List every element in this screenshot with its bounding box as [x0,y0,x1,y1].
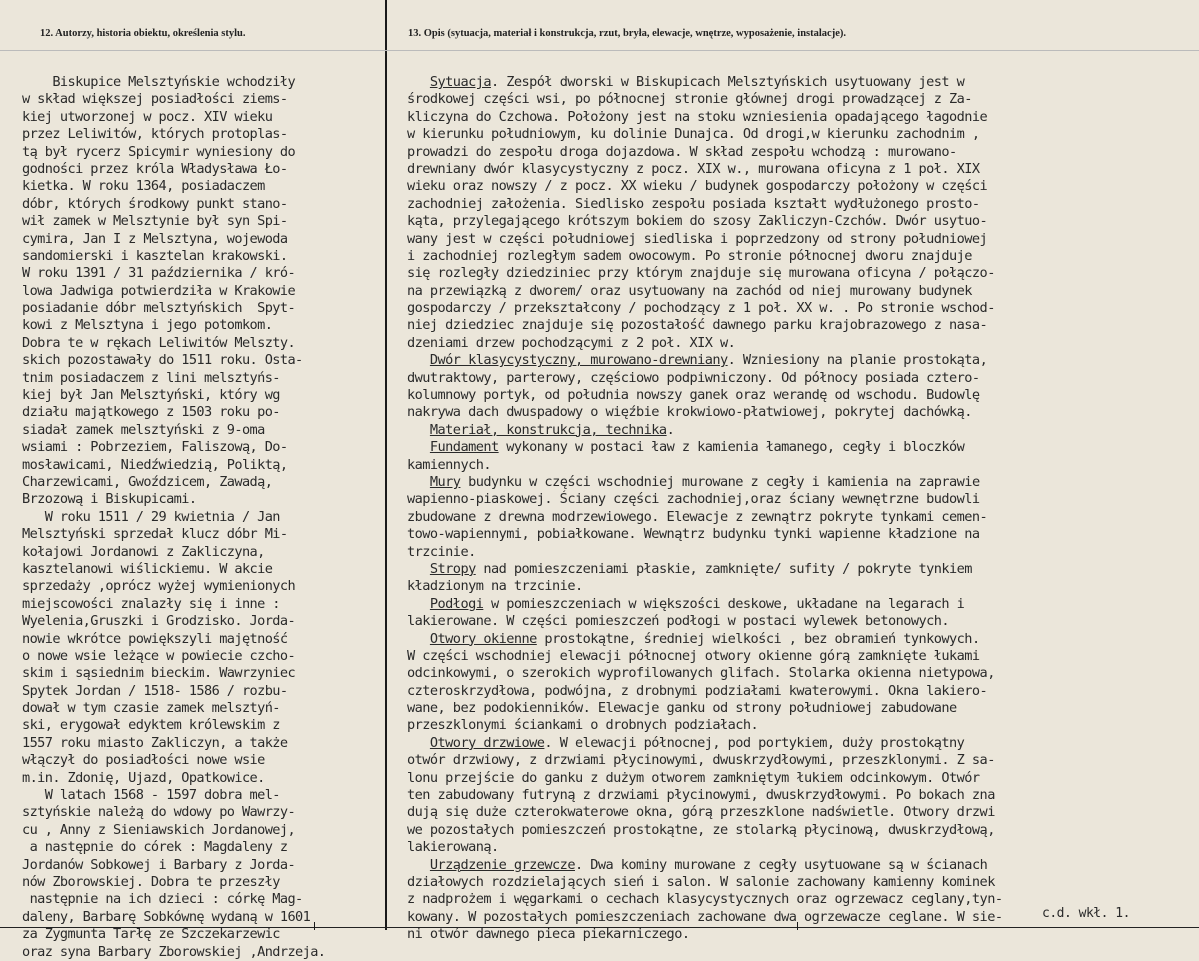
description-line [407,752,1197,769]
history-line: skim i sąsiednim bieckim. Wawrzyniec [22,665,296,682]
history-line: ski, erygował edyktem królewskim z [22,717,280,734]
history-line: kiej utworzonej w pocz. XIV wieku [22,108,273,125]
description-line [407,787,1197,804]
history-line: kowi z Melsztyna i jego potomkom. [22,317,273,334]
history-line: o nowe wsie leżące w powiecie czcho- [22,647,296,664]
description-text-run: kąta, przylegającego krótszym bokiem do szosy Zakliczyn-Czchów. Dwór usytuo- [407,213,988,230]
description-text-run: i zachodniej rozległym sadem owocowym. Po stronie północnej dworu znajduje [407,247,972,264]
description-text-run: wykonany w postaci ław z kamienia łamanego, cegły i bloczków [498,439,965,456]
description-text-run: lakierowaną. [407,839,499,856]
description-text-run: kamiennych. [407,456,491,473]
description-text-run: dwutraktowy, parterowy, częściowo podpiwniczony. Od północy posiada cztero- [407,369,980,386]
description-text-run: działowych rozdzielających sień i salon. W salonie zachowany kamienny kominek [407,873,995,890]
history-line: a następnie do córek : Magdaleny z [22,839,288,856]
history-line: W roku 1391 / 31 października / kró- [22,265,296,282]
description-line [407,596,1197,613]
description-line [407,683,1197,700]
section-heading: Stropy [429,560,476,577]
description-line [407,317,1197,334]
history-line: kiej był Jan Melsztyński, który wg [22,387,280,404]
description-line [407,665,1197,682]
description-text-run: z nadprożem i węgarkami o cechach klasycystycznych oraz ogrzewacz ceglany,tyn- [407,891,1003,908]
section-heading: Otwory drzwiowe [429,734,545,751]
description-line [407,248,1197,265]
description-line [407,126,1197,143]
description-line [407,283,1197,300]
description-line [407,613,1197,630]
description-text-run: niej dziedziec znajduje się pozostałość dawnego parku krajobrazowego z nasa- [407,317,988,334]
description-text-run: lakierowane. W części pomieszczeń podłogi w postaci wylewek betonowych. [407,613,950,630]
description-text-run: w pomieszczeniach w większości deskowe, układane na legarach i [483,595,965,612]
history-line: cu , Anny z Sieniawskich Jordanowej, [22,821,296,838]
history-text [22,74,397,961]
history-line: Dobra te w rękach Leliwitów Melszty. [22,334,296,351]
history-line: za Zygmunta Tarłę ze Szczekarzewic [22,926,280,943]
description-text-run: towo-wapiennymi, pobiałkowane. Wewnątrz budynku tynki wapienne kładzione na [407,526,980,543]
description-text-run: zbudowane z drewna modrzewiowego. Elewacje z zewnątrz pokryte tynkami cemen- [407,508,988,525]
history-line: mosławicami, Niedźwiedzią, Poliktą, [22,456,288,473]
description-line [407,474,1197,491]
history-line: skich pozostawały do 1511 roku. Osta- [22,352,303,369]
description-line [407,335,1197,352]
history-line: następnie na ich dzieci : córkę Mag- [22,891,303,908]
description-line [407,109,1197,126]
history-line: lowa Jadwiga potwierdziła w Krakowie [22,282,296,299]
history-line: oraz syna Barbary Zborowskiej ,Andrzeja. [22,943,326,960]
description-text-run: wany jest w części południowej siedliska i poprzedzony od strony południowej [407,230,988,247]
description-text-run: trzcinie. [407,543,476,560]
continuation-note: c.d. wkł. 1. [1042,906,1130,921]
description-text-run: wane, bez podokienników. Elewacje ganku od strony południowej zabudowane [407,700,957,717]
section-heading: Fundament [429,439,499,456]
section-heading: Sytuacja [429,74,491,90]
section-heading: Dwór klasycystyczny, murowano-drewniany [429,352,728,369]
description-line [407,561,1197,578]
description-line [407,578,1197,595]
description-text-run: kładzionym na trzcinie. [407,578,583,595]
history-line: posiadanie dóbr melsztyńskich Spyt- [22,300,296,317]
description-text-run: . Dwa kominy murowane z cegły usytuowane są w ścianach [574,856,988,873]
history-line: dował w tym czasie zamek melsztyń- [22,700,280,717]
description-text-run: gospodarczy / przekształcony / pochodzący z 1 poł. XX w. . Po stronie wschod- [407,300,995,317]
history-line: włączył do posiadłości nowe wsie [22,752,265,769]
history-line: sztyńskie należą do wdowy po Wawrzy- [22,804,296,821]
description-text-run: kolumnowy portyk, od południa nowszy ganek oraz werandę od wschodu. Budowlę [407,387,980,404]
description-text-run: . W elewacji północnej, pod portykiem, duży prostokątny [544,734,965,751]
description-line [407,231,1197,248]
description-text-run: prostokątne, średniej wielkości , bez obramień tynkowych. [536,630,980,647]
history-line: W latach 1568 - 1597 dobra mel- [22,787,280,804]
description-text-run: wieku oraz nowszy / z pocz. XX wieku / budynek gospodarczy położony w części [407,178,988,195]
history-line: miejscowości znalazły się i inne : [22,595,280,612]
description-line [407,439,1197,456]
history-line: kołajowi Jordanowi z Zakliczyna, [22,543,265,560]
history-line: Wyelenia,Gruszki i Grodzisko. Jorda- [22,613,296,630]
description-text-run: kliczyna do Czchowa. Położony jest na stoku wzniesienia opadającego łagodnie [407,108,988,125]
section-13-header: 13. Opis (sytuacja, materiał i konstrukcja, rzut, bryła, elewacje, wnętrze, wyposażenie, instalacje). [408,28,847,39]
history-line: Brzozową i Biskupicami. [22,491,197,508]
description-line [407,839,1197,856]
history-line: sandomierski i kasztelan krakowski. [22,247,288,264]
history-line: dóbr, których środkowy punkt stano- [22,195,288,212]
description-line [407,74,1197,91]
description-text-run: przeszklonymi ściankami o drobnych podziałach. [407,717,759,734]
description-text-run: budynku w części wschodniej murowane z cegły i kamienia na zaprawie [460,473,980,490]
section-heading: Mury [429,473,461,490]
description-text-run: dzeniami drzew pochodzącymi z 2 poł. XIX w. [407,334,736,351]
description-text-run: . Wzniesiony na planie prostokąta, [727,352,988,369]
description-line [407,213,1197,230]
description-line [407,857,1197,874]
description-line [407,874,1197,891]
description-line [407,300,1197,317]
section-12-header: 12. Autorzy, historia obiektu, określenia stylu. [40,28,246,39]
description-text-run: nad pomieszczeniami płaskie, zamknięte/ sufity / pokryte tynkiem [475,560,972,577]
description-text-run: dują się duże czterokwaterowe okna, górą przeszklone nadświetle. Otwory drzwi [407,804,995,821]
history-line: 1557 roku miasto Zakliczyn, a także [22,734,288,751]
description-line [407,352,1197,369]
description-text-run: odcinkowymi, o szerokich wyprofilowanych glifach. Stolarka okienna nietypowa, [407,665,995,682]
description-text-run: na przewiązką z dworem/ oraz usytuowany na zachód od niej murowany budynek [407,282,972,299]
description-line [407,770,1197,787]
description-line [407,387,1197,404]
history-line: Biskupice Melsztyńskie wchodziły [22,74,296,90]
description-text-run: nakrywa dach dwuspadowy o więźbie krokwiowo-płatwiowej, pokrytej dachówką. [407,404,972,421]
history-line: godności przez króla Władysława Ło- [22,160,288,177]
section-heading: Urządzenie grzewcze [429,856,575,873]
history-line: Charzewicami, Gwoździcem, Zawadą, [22,473,273,490]
description-text-run: . Zespół dworski w Biskupicach Melsztyńskich usytuowany jest w [490,74,965,90]
description-line [407,700,1197,717]
description-line [407,265,1197,282]
description-text-run: . [666,421,675,438]
description-line [407,735,1197,752]
description-text-run: czteroskrzydłowa, podwójna, z drobnymi podziałami kwaterowymi. Okna lakiero- [407,682,988,699]
history-line: Jordanów Sobkowej i Barbary z Jorda- [22,856,296,873]
description-line [407,804,1197,821]
description-text-run: kowany. W pozostałych pomieszczeniach zachowane dwa ogrzewacze ceglane. W sie- [407,908,1003,925]
history-line: nów Zborowskiej. Dobra te przeszły [22,873,280,890]
description-text-run: ni otwór dawnego pieca piekarniczego. [407,926,690,943]
description-text-run: ten zabudowany futryną z drzwiami płycinowymi, dwuskrzydłowymi. Po bokach zna [407,787,995,804]
description-line [407,91,1197,108]
description-line [407,404,1197,421]
history-line: cymira, Jan I z Melsztyna, wojewoda [22,230,288,247]
history-line: W roku 1511 / 29 kwietnia / Jan [22,508,280,525]
section-heading: Materiał, konstrukcja, technika [429,421,667,438]
description-line [407,491,1197,508]
history-line: tnim posiadaczem z lini melsztyńs- [22,369,280,386]
history-line: wsiami : Pobrzeziem, Faliszową, Do- [22,439,288,456]
description-line [407,526,1197,543]
description-text-run: zachodniej założenia. Siedlisko zespołu posiada kształt wydłużonego prosto- [407,195,980,212]
history-line: tą był rycerz Spicymir wyniesiony do [22,143,296,160]
description-line [407,717,1197,734]
description-line [407,544,1197,561]
description-text-run: we pozostałych pomieszczeń prostokątne, ze stolarką płycinową, dwuskrzydłową, [407,821,995,838]
history-line: nowie wkrótce powiększyli majętność [22,630,288,647]
description-line [407,196,1197,213]
description-line [407,370,1197,387]
description-text-run: drewniany dwór klasycystyczny z pocz. XIX w., murowana oficyna z 1 poł. XIX [407,160,980,177]
description-line [407,631,1197,648]
history-line: daleny, Barbarę Sobkównę wydaną w 1601 [22,908,311,925]
history-line: w skład większej posiadłości ziems- [22,91,288,108]
description-line [407,509,1197,526]
description-line [407,822,1197,839]
description-text-run: otwór drzwiowy, z drzwiami płycinowymi, dwuskrzydłowymi, przeszklonymi. Z sa- [407,752,995,769]
description-text-run: w kierunku południowym, ku dolinie Dunajca. Od drogi,w kierunku zachodnim , [407,126,980,143]
description-line [407,457,1197,474]
section-heading: Podłogi [429,595,484,612]
description-text-run: wapienno-piaskowej. Ściany części zachodniej,oraz ściany wewnętrzne budowli [407,491,980,508]
description-text-run: W części wschodniej elewacji północnej otwory okienne górą zamknięte łukami [407,647,980,664]
description-text-run: środkowej części wsi, po północnej stronie głównej drogi prowadzącej z Za- [407,91,972,108]
description-line [407,144,1197,161]
history-line: sprzedaży ,oprócz wyżej wymienionych [22,578,296,595]
description-text-run: prowadzi do zespołu droga dojazdowa. W skład zespołu wchodzą : murowano- [407,143,957,160]
history-line: kasztelanowi wiślickiemu. W akcie [22,560,273,577]
history-line: Spytek Jordan / 1518- 1586 / rozbu- [22,682,288,699]
history-line: m.in. Zdonię, Ujazd, Opatkowice. [22,769,265,786]
description-line [407,422,1197,439]
history-line: Melsztyński sprzedał klucz dóbr Mi- [22,526,288,543]
description-text-run: lonu przejście do ganku z dużym otworem zamkniętym łukiem odcinkowym. Otwór [407,769,980,786]
description-line [407,926,1197,943]
description-text-run: się rozległy dziedziniec przy którym znajduje się murowana oficyna / połączo- [407,265,995,282]
description-line [407,178,1197,195]
history-line: działu majątkowego z 1503 roku po- [22,404,280,421]
description-text [407,74,1197,944]
history-line: siadał zamek melsztyński z 9-oma [22,421,265,438]
header-rule [0,50,1199,51]
description-line [407,161,1197,178]
history-line: wił zamek w Melsztynie był syn Spi- [22,213,288,230]
history-line: przez Leliwitów, których protoplas- [22,126,288,143]
section-heading: Otwory okienne [429,630,537,647]
history-line: kietka. W roku 1364, posiadaczem [22,178,265,195]
description-line [407,648,1197,665]
